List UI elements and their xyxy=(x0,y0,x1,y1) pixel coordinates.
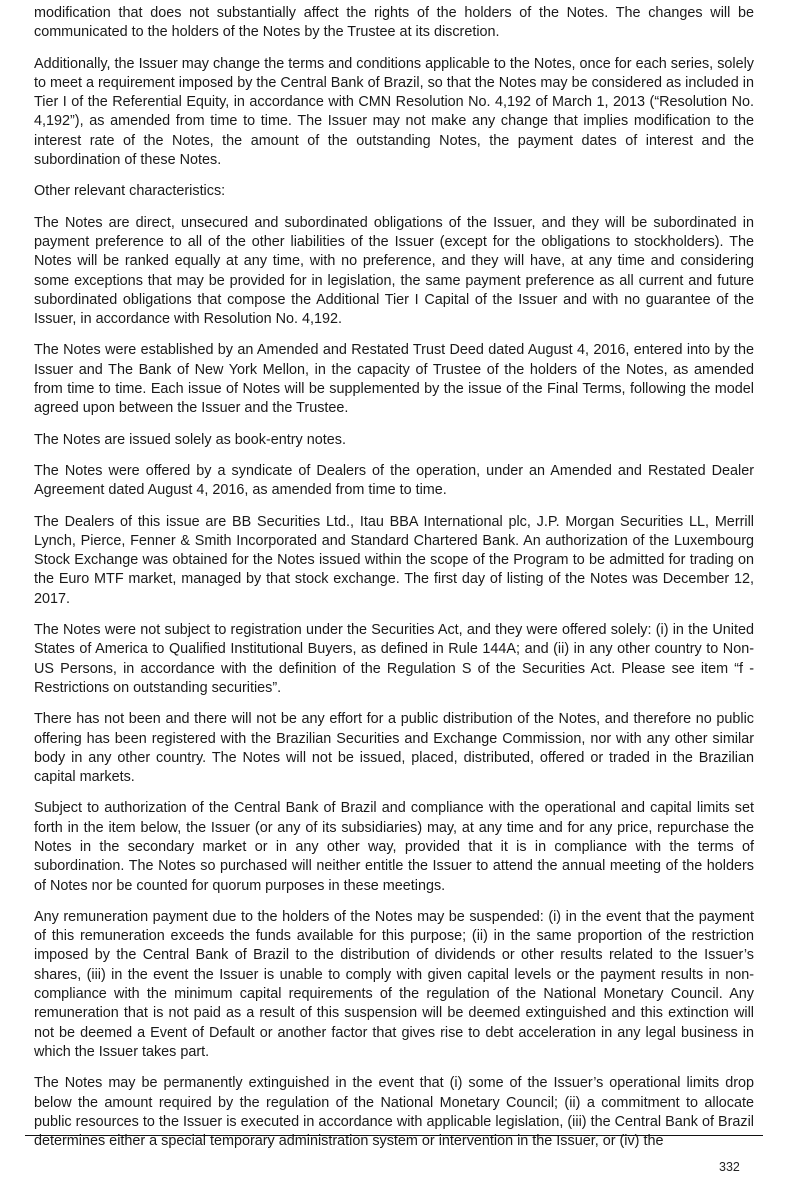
paragraph-subordination: The Notes are direct, unsecured and subordinated obligations of the Issuer, and they will be subordinated in payment preference to all of the other liabilities of the Issuer (except for the obligations to stockholders). The Notes will be ranked equally at any time, with no preference, and they will have, at any time and considering some exceptions that may be provided for in legislation, the same payment preference as all current and future subordinated obligations that compose the Additional Tier I Capital of the Issuer and with no guarantee of the Issuer, in accordance with Resolution No. 4,192. xyxy=(34,214,754,328)
paragraph-dealers-listing: The Dealers of this issue are BB Securities Ltd., Itau BBA International plc, J.P. Morgan Securities LL, Merrill Lynch, Pierce, Fenner & Smith Incorporated and Standard Chartered Bank. An authorization of the Luxembourg Stock Exchange was obtained for the Notes issued within the scope of the Program to be admitted for trading on the Euro MTF market, managed by that stock exchange. The first day of listing of the Notes was December 12, 2017. xyxy=(34,513,754,607)
paragraph-tier1-changes: Additionally, the Issuer may change the terms and conditions applicable to the Notes, once for each series, solely to meet a requirement imposed by the Central Bank of Brazil, so that the Notes may be considered as included in Tier I of the Referential Equity, in accordance with CMN Resolution No. 4,192 of March 1, 2013 (“Resolution No. 4,192”), as amended from time to time. The Issuer may not make any change that implies modification to the interest rate of the Notes, the amount of the outstanding Notes, the payment dates of interest and the subordination of these Notes. xyxy=(34,55,754,169)
paragraph-extinguishment: The Notes may be permanently extinguished in the event that (i) some of the Issuer’s operational limits drop below the amount required by the regulation of the National Monetary Council; (ii) a commitment to allocate public resources to the Issuer is executed in accordance with applicable legislation, (iii) the Central Bank of Brazil determines either a special temporary administration system or intervention in the Issuer, or (iv) the xyxy=(34,1075,754,1150)
paragraph-dealer-agreement: The Notes were offered by a syndicate of Dealers of the operation, under an Amended and Restated Dealer Agreement dated August 4, 2016, as amended from time to time. xyxy=(34,462,754,499)
paragraph-book-entry: The Notes are issued solely as book-entry notes. xyxy=(34,431,346,448)
paragraph-other-characteristics-heading: Other relevant characteristics: xyxy=(34,183,226,200)
paragraph-remuneration-suspension: Any remuneration payment due to the holders of the Notes may be suspended: (i) in the event that the payment of this remuneration exceeds the funds available for this purpose; (ii) in the same proportion of the restriction imposed by the Central Bank of Brazil to the distribution of dividends or other results related to the Issuer’s shares, (iii) in the event the Issuer is unable to comply with given capital levels or the payment results in non-compliance with the minimum capital requirements of the regulation of the National Monetary Council. Any remuneration that is not paid as a result of this suspension will be deemed extinguished and this extinction will not be deemed a Event of Default or another factor that gives rise to debt acceleration in any legal business in which the Issuer takes part. xyxy=(34,908,754,1060)
paragraph-amendment-continuation: modification that does not substantially affect the rights of the holders of the Notes. The changes will be communicated to the holders of the Notes by the Trustee at its discretion. xyxy=(34,5,754,41)
footer-divider xyxy=(25,1135,763,1136)
paragraph-no-public-distribution: There has not been and there will not be any effort for a public distribution of the Notes, and therefore no public offering has been registered with the Brazilian Securities and Exchange Commission, nor with any other similar body in any other country. The Notes will not be issued, placed, distributed, offered or traded in the Brazilian capital markets. xyxy=(34,711,754,786)
paragraph-repurchase: Subject to authorization of the Central Bank of Brazil and compliance with the operational and capital limits set forth in the item below, the Issuer (or any of its subsidiaries) may, at any time and for any price, repurchase the Notes in the secondary market or in any other way, provided that it is in compliance with the terms of subordination. The Notes so purchased will neither entitle the Issuer to attend the annual meeting of the holders of Notes nor be counted for quorum purposes in these meetings. xyxy=(34,800,754,894)
paragraph-trust-deed: The Notes were established by an Amended and Restated Trust Deed dated August 4, 2016, entered into by the Issuer and The Bank of New York Mellon, in the capacity of Trustee of the holders of the Notes, as amended from time to time. Each issue of Notes will be supplemented by the issue of the Final Terms, following the model agreed upon between the Issuer and the Trustee. xyxy=(34,342,754,417)
document-page xyxy=(34,4,754,1163)
page-number: 332 xyxy=(719,1160,740,1174)
paragraph-securities-act: The Notes were not subject to registration under the Securities Act, and they were offered solely: (i) in the United States of America to Qualified Institutional Buyers, as defined in Rule 144A; and (ii) in any other country to Non-US Persons, in accordance with the definition of the Regulation S of the Securities Act. Please see item “f - Restrictions on outstanding securities”. xyxy=(34,622,754,696)
